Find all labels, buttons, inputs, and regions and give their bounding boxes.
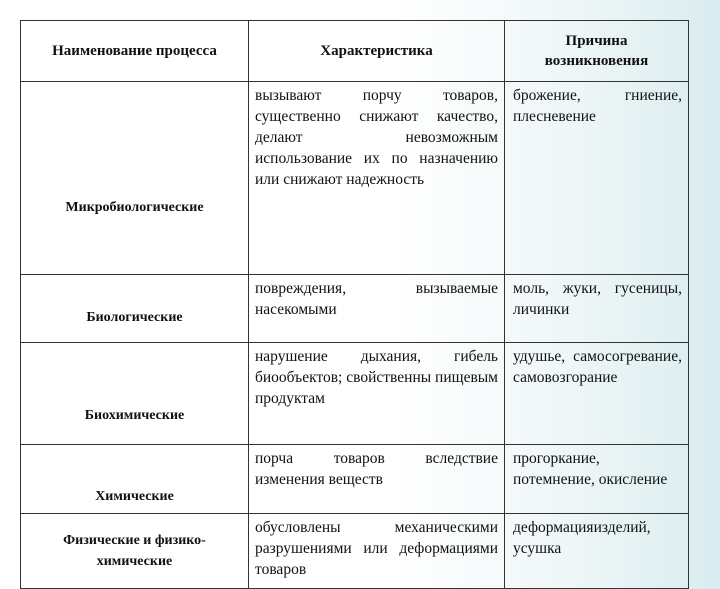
process-cause: брожение, гниение, плесневение [505,82,689,275]
process-name: Биологические [21,275,249,343]
table-row [21,514,689,589]
process-name: Физические и физико-химические [21,514,249,589]
header-cause [505,21,689,82]
process-characteristic: вызывают порчу товаров, существенно снижают качество, делают невозможным использование их по назначению или снижают надежность [249,82,505,275]
process-cause: моль, жуки, гусеницы, личинки [505,275,689,343]
process-name: Микробиологические [21,82,249,275]
process-name: Химические [21,445,249,514]
table-row [21,343,689,445]
header-characteristic: Характеристика [249,21,505,82]
table-row [21,445,689,514]
process-name: Биохимические [21,343,249,445]
process-characteristic: повреждения, вызываемые насекомыми [249,275,505,343]
process-characteristic: обусловлены механическими разрушениями или деформациями товаров [249,514,505,589]
process-characteristic: нарушение дыхания, гибель биообъектов; свойственны пищевым продуктам [249,343,505,445]
header-cause-line2: возникновения [544,53,649,69]
table-row [21,275,689,343]
table-row [21,82,689,275]
process-table [20,20,689,589]
process-characteristic: порча товаров вследствие изменения веществ [249,445,505,514]
process-cause: деформацияизделий, усушка [505,514,689,589]
header-name: Наименование процесса [21,21,249,82]
process-cause: удушье, самосогревание, самовозгорание [505,343,689,445]
header-cause-line1: Причина [565,33,628,49]
table-header-row [21,21,689,82]
process-cause: прогоркание, потемнение, окисление [505,445,689,514]
